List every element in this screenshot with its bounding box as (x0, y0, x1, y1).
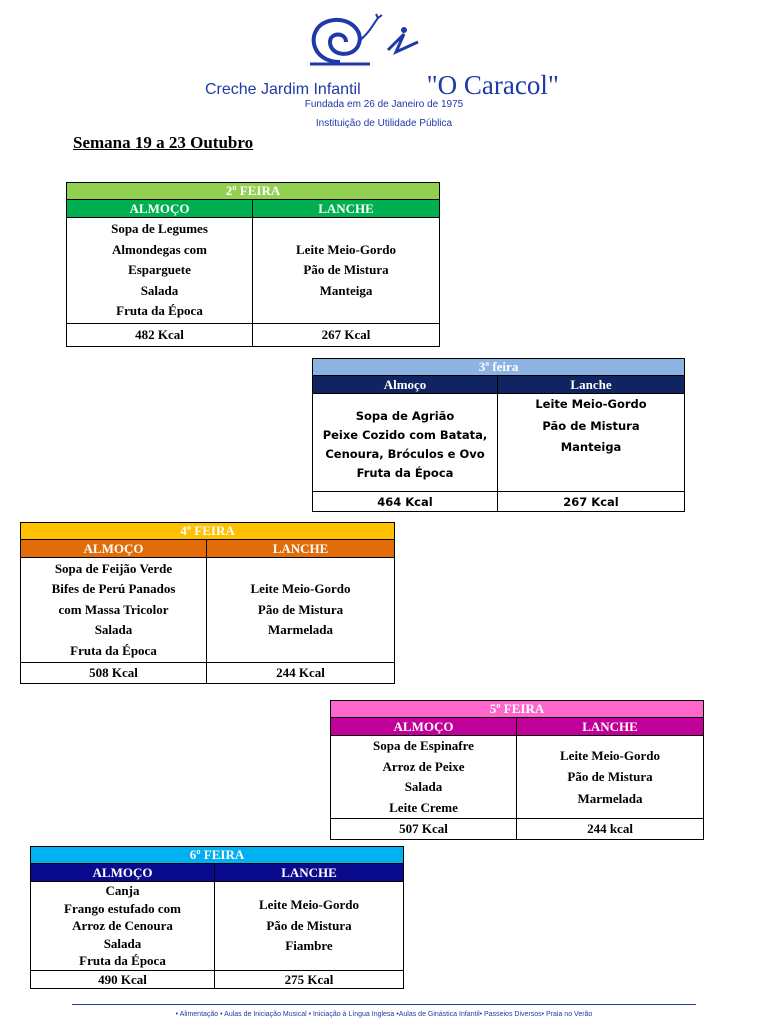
snack-header: LANCHE (207, 540, 395, 558)
snack-item: Manteiga (560, 440, 622, 454)
lunch-item: Cenoura, Bróculos e Ovo (325, 446, 485, 461)
lunch-item: Salada (94, 622, 133, 638)
lunch-item: Arroz de Cenoura (72, 918, 173, 934)
snack-items (215, 882, 404, 971)
snack-kcal: 267 Kcal (498, 492, 685, 512)
lunch-item: Salada (140, 282, 179, 298)
snack-item: Pão de Mistura (303, 262, 389, 278)
lunch-items (21, 558, 207, 663)
lunch-item: Sopa de Espinafre (373, 738, 474, 753)
lunch-kcal: 464 Kcal (313, 492, 498, 512)
snack-item: Pão de Mistura (266, 917, 352, 933)
snack-item: Manteiga (319, 282, 373, 298)
school-name (205, 70, 559, 101)
lunch-kcal: 507 Kcal (331, 819, 517, 840)
lunch-item: Canja (105, 883, 140, 899)
day-title: 4º FEIRA (21, 523, 395, 540)
lunch-item: Arroz de Peixe (382, 758, 465, 774)
lunch-item: Bifes de Perú Panados (51, 581, 176, 597)
snack-kcal: 244 Kcal (207, 663, 395, 684)
lunch-item: Sopa de Feijão Verde (54, 560, 173, 576)
menu-table-wednesday (20, 522, 395, 684)
lunch-item: Fruta da Época (116, 303, 203, 319)
school-name-left: Creche Jardim Infantil (205, 81, 361, 98)
lunch-item: Fruta da Época (356, 465, 454, 480)
snack-items (498, 394, 685, 492)
lunch-item: Sopa de Agrião (355, 408, 455, 423)
snail-logo (300, 12, 440, 72)
snack-items (253, 218, 440, 324)
lunch-item: Fruta da Época (70, 642, 157, 658)
lunch-item: Peixe Cozido com Batata, (322, 427, 488, 442)
lunch-item: Salada (404, 779, 443, 794)
snack-item: Marmelada (577, 790, 643, 806)
lunch-header: ALMOÇO (331, 718, 517, 736)
day-title: 5º FEIRA (331, 701, 704, 718)
lunch-kcal: 490 Kcal (31, 971, 215, 989)
lunch-header: ALMOÇO (67, 200, 253, 218)
institution-status: Instituição de Utilidade Pública (315, 118, 453, 129)
lunch-items (313, 394, 498, 492)
snack-header: LANCHE (253, 200, 440, 218)
lunch-items (31, 882, 215, 971)
snack-item: Pão de Mistura (257, 601, 344, 617)
menu-table-monday (66, 182, 440, 347)
lunch-item: Leite Creme (389, 799, 458, 815)
school-name-right: "O Caracol" (426, 70, 559, 100)
lunch-item: Fruta da Época (79, 953, 166, 969)
lunch-item: com Massa Tricolor (58, 601, 169, 617)
day-title: 3ª feira (313, 359, 685, 376)
snack-item: Pão de Mistura (567, 769, 653, 785)
snack-item: Leite Meio-Gordo (535, 397, 647, 411)
snack-items (207, 558, 395, 663)
lunch-item: Sopa de Legumes (111, 221, 208, 237)
footer-divider (72, 1004, 696, 1005)
snack-item: Fiambre (285, 938, 333, 954)
lunch-item: Salada (103, 935, 142, 951)
snack-kcal: 275 Kcal (215, 971, 404, 989)
week-title: Semana 19 a 23 Outubro (73, 133, 254, 152)
snack-item: Leite Meio-Gordo (296, 241, 396, 257)
day-title: 2º FEIRA (67, 183, 440, 200)
menu-table-friday (30, 846, 404, 989)
lunch-items (67, 218, 253, 324)
snack-item: Leite Meio-Gordo (560, 747, 660, 763)
lunch-items (331, 736, 517, 819)
menu-table-thursday (330, 700, 704, 840)
footer-activities: • Alimentação • Aulas de Iniciação Musical • Iniciação à Língua Inglesa •Aulas de Ginástica Infantil• Passeios Diversos• Praia no Verão (175, 1011, 593, 1018)
snack-kcal: 267 Kcal (253, 324, 440, 347)
menu-table-tuesday (312, 358, 685, 512)
snack-header: Lanche (498, 376, 685, 394)
snack-item: Marmelada (268, 622, 333, 638)
founded-date: Fundada em 26 de Janeiro de 1975 (304, 99, 464, 110)
snack-items (517, 736, 704, 819)
snack-header: LANCHE (517, 718, 704, 736)
snack-kcal: 244 kcal (517, 819, 704, 840)
day-title: 6º FEIRA (31, 847, 404, 864)
lunch-header: ALMOÇO (21, 540, 207, 558)
lunch-item: Frango estufado com (64, 900, 181, 916)
snack-header: LANCHE (215, 864, 404, 882)
lunch-kcal: 482 Kcal (67, 324, 253, 347)
snack-item: Leite Meio-Gordo (259, 897, 359, 913)
lunch-item: Esparguete (128, 262, 191, 278)
snack-item: Leite Meio-Gordo (250, 581, 351, 597)
snack-item: Pão de Mistura (542, 418, 640, 433)
lunch-item: Almondegas com (112, 241, 207, 257)
lunch-header: Almoço (313, 376, 498, 394)
lunch-header: ALMOÇO (31, 864, 215, 882)
lunch-kcal: 508 Kcal (21, 663, 207, 684)
